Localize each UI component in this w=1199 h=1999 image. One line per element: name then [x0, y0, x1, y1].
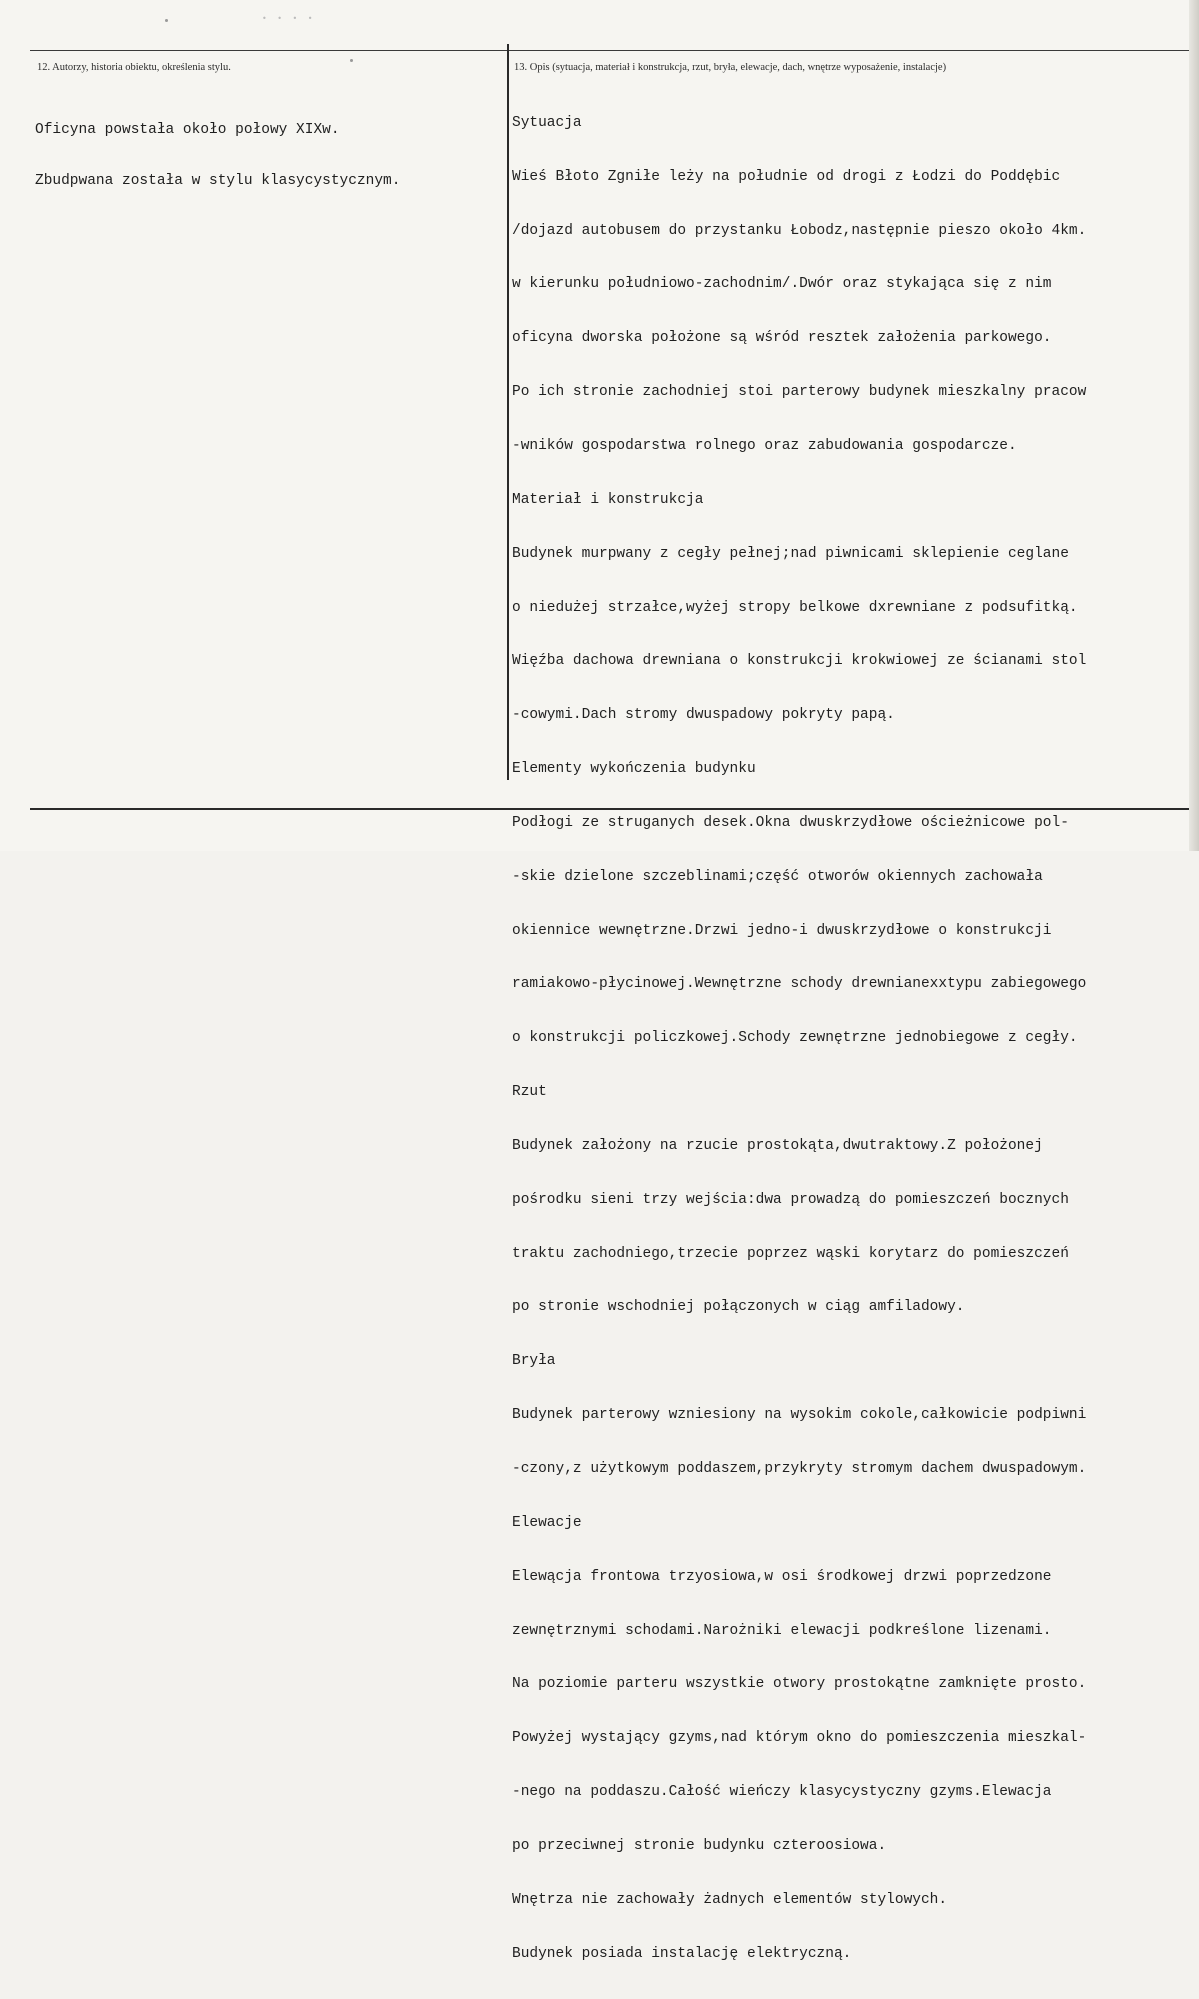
- text-line: po przeciwnej stronie budynku czteroosiowa.: [512, 1837, 887, 1854]
- text-line: po stronie wschodniej połączonych w ciąg amfiladowy.: [512, 1299, 965, 1316]
- subheading-elementy: Elementy wykończenia budynku: [512, 761, 756, 778]
- subheading-sytuacja: Sytuacja: [512, 114, 582, 131]
- text-line: Wieś Błoto Zgniłe leży na południe od drogi z Łodzi do Poddębic: [512, 168, 1061, 185]
- text-line: Zbudpwana została w stylu klasycystycznym.: [35, 172, 401, 189]
- subheading-rzut: Rzut: [512, 1084, 547, 1101]
- text-line: oficyna dworska położone są wśród resztek założenia parkowego.: [512, 330, 1052, 347]
- subheading-bryla: Bryła: [512, 1353, 556, 1370]
- text-line: w kierunku południowo-zachodnim/.Dwór oraz stykająca się z nim: [512, 276, 1052, 293]
- decorative-dots: • • • •: [262, 14, 317, 23]
- subheading-material: Materiał i konstrukcja: [512, 491, 704, 508]
- text-line: Budynek parterowy wzniesiony na wysokim cokole,całkowicie podpiwni: [512, 1407, 1087, 1424]
- text-line: -nego na poddaszu.Całość wieńczy klasycystyczny gzyms.Elewacja: [512, 1784, 1052, 1801]
- text-line: ramiakowo-płycinowej.Wewnętrzne schody drewnianexxtypu zabiegowego: [512, 976, 1087, 993]
- section-12-body: [35, 89, 400, 223]
- text-line: Budynek posiada instalację elektryczną.: [512, 1945, 852, 1962]
- text-line: -czony,z użytkowym poddaszem,przykryty stromym dachem dwuspadowym.: [512, 1461, 1087, 1477]
- text-line: Elewącja frontowa trzyosiowa,w osi środkowej drzwi poprzedzone: [512, 1568, 1052, 1585]
- text-line: o konstrukcji policzkowej.Schody zewnętrzne jednobiegowe z cegły.: [512, 1030, 1078, 1047]
- text-line: okiennice wewnętrzne.Drzwi jedno-i dwuskrzydłowe o konstrukcji: [512, 922, 1052, 939]
- text-line: -wników gospodarstwa rolnego oraz zabudowania gospodarcze.: [512, 437, 1017, 454]
- text-line: o niedużej strzałce,wyżej stropy belkowe dxrewniane z podsufitką.: [512, 599, 1078, 616]
- text-line: Budynek murpwany z cegły pełnej;nad piwnicami sklepienie ceglane: [512, 545, 1069, 562]
- text-line: Budynek założony na rzucie prostokąta,dwutraktowy.Z położonej: [512, 1137, 1043, 1154]
- text-line: Na poziomie parteru wszystkie otwory prostokątne zamknięte prosto.: [512, 1676, 1087, 1693]
- text-line: zewnętrznymi schodami.Narożniki elewacji podkreślone lizenami.: [512, 1622, 1052, 1639]
- text-line: Podłogi ze struganych desek.Okna dwuskrzydłowe ościeżnicowe pol-: [512, 814, 1069, 831]
- column-divider: [507, 44, 509, 780]
- text-line: -cowymi.Dach stromy dwuspadowy pokryty papą.: [512, 707, 895, 724]
- text-line: pośrodku sieni trzy wejścia:dwa prowadzą do pomieszczeń bocznych: [512, 1191, 1069, 1208]
- text-line: Powyżej wystający gzyms,nad którym okno do pomieszczenia mieszkal-: [512, 1730, 1087, 1747]
- paper-speck: [350, 59, 353, 62]
- text-line: -skie dzielone szczeblinami;część otworów okiennych zachowała: [512, 868, 1043, 885]
- text-line: traktu zachodniego,trzecie poprzez wąski korytarz do pomieszczeń: [512, 1245, 1069, 1262]
- subheading-elewacje: Elewacje: [512, 1514, 582, 1531]
- section-13-header: 13. Opis (sytuacja, materiał i konstrukcja, rzut, bryła, elewacje, dach, wnętrze wyposażenie, instalacje): [514, 62, 947, 73]
- top-rule: [30, 50, 1195, 51]
- section-12-header: 12. Autorzy, historia obiektu, określenia stylu.: [37, 62, 231, 73]
- text-line: Oficyna powstała około połowy XIXw.: [35, 122, 340, 139]
- section-13-body: [512, 79, 1195, 1999]
- text-line: Więźba dachowa drewniana o konstrukcji krokwiowej ze ścianami stol: [512, 653, 1087, 670]
- text-line: /dojazd autobusem do przystanku Łobodz,następnie pieszo około 4km.: [512, 222, 1087, 239]
- text-line: Wnętrza nie zachowały żadnych elementów stylowych.: [512, 1891, 948, 1908]
- paper-speck: [165, 19, 168, 22]
- text-line: Po ich stronie zachodniej stoi parterowy budynek mieszkalny pracow: [512, 384, 1087, 401]
